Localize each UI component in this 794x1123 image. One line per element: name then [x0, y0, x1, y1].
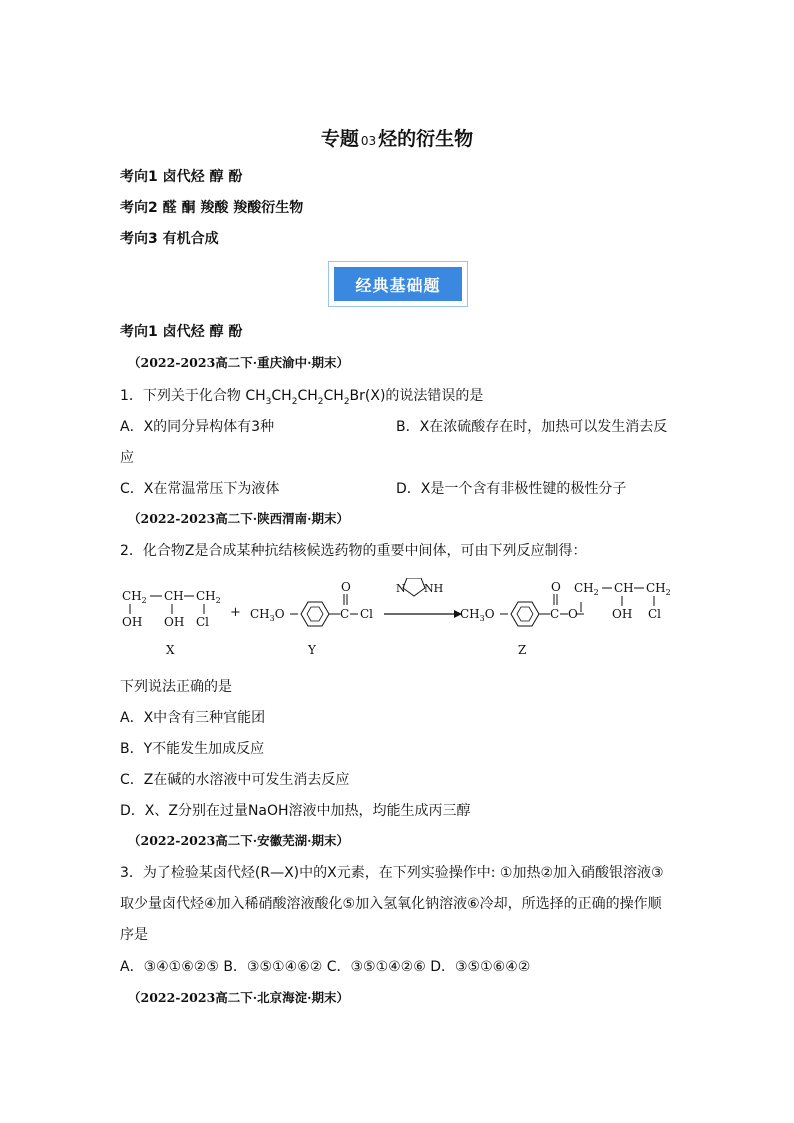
label-x: X [166, 643, 175, 657]
svg-text:OH: OH [122, 615, 143, 629]
q4-source: （2022-2023高二下·北京海淀·期末） [128, 990, 349, 1005]
compound-z-structure [460, 580, 671, 626]
svg-text:C: C [340, 607, 350, 621]
svg-text:O: O [568, 607, 578, 621]
svg-text:O: O [341, 580, 351, 594]
section-heading: 考向1 卤代烃 醇 酚 [120, 324, 243, 340]
svg-text:Cl: Cl [648, 607, 662, 621]
label-z: Z [518, 643, 527, 657]
svg-text:+: + [230, 605, 241, 620]
svg-text:CH2: $CH_2$ [646, 581, 671, 597]
svg-text:CH2: $CH_2$ [196, 589, 221, 605]
label-y: Y [308, 643, 316, 657]
direction-1: 考向1 卤代烃 醇 酚 [120, 169, 243, 185]
q2-prompt: 下列说法正确的是 [120, 679, 232, 695]
direction-2: 考向2 醛 酮 羧酸 羧酸衍生物 [120, 200, 304, 216]
svg-text:C: C [550, 607, 560, 621]
q3-line-1: 3．为了检验某卤代烃(R—X)中的X元素，在下列实验操作中: ①加热②加入硝酸银溶液③ [120, 865, 664, 881]
svg-text:NH: NH [424, 582, 444, 595]
svg-text:OH: OH [164, 615, 185, 629]
svg-text:CH3O: $CH_3O$ [460, 607, 495, 623]
svg-text:N: N [396, 582, 406, 595]
q2-option-d: D．X、Z分别在过量NaOH溶液中加热，均能生成丙三醇 [120, 803, 471, 819]
svg-text:CH3O: $CH_3O$ [250, 607, 285, 623]
q1-stem-post: Br(X)的说法错误的是 [349, 388, 484, 404]
page-title [0, 124, 794, 151]
q1-option-c: C．X在常温常压下为液体 [120, 481, 280, 497]
q1-stem: 1．下列关于化合物 $CH_3CH_2CH_2CH_2Br(X)$的说法错误的是 [120, 388, 484, 407]
q1-option-b-cont: 应 [120, 450, 134, 466]
q3-line-3: 序是 [120, 927, 148, 943]
q1-stem-pre: 1．下列关于化合物 CH [120, 388, 266, 404]
compound-x-structure [122, 589, 221, 629]
q3-line-2: 取少量卤代烃④加入稀硝酸溶液酸化⑤加入氢氧化钠溶液⑥冷却，所选择的正确的操作顺 [120, 896, 662, 912]
compound-y-structure [250, 580, 373, 626]
q1-option-b: B．X在浓硫酸存在时，加热可以发生消去反 [396, 419, 668, 435]
svg-text:OH: OH [612, 607, 633, 621]
reaction-scheme [118, 578, 678, 658]
direction-3: 考向3 有机合成 [120, 231, 219, 247]
title-prefix: 专题 [320, 128, 359, 150]
imidazole-catalyst [396, 578, 443, 596]
banner-label: 经典基础题 [334, 267, 462, 301]
q3-options: A．③④①⑥②⑤ B．③⑤①④⑥② C．③⑤①④②⑥ D．③⑤①⑥④② [120, 959, 531, 975]
q1-option-d: D．X是一个含有非极性键的极性分子 [396, 481, 627, 497]
q3-source: （2022-2023高二下·安徽芜湖·期末） [128, 833, 349, 848]
q1-source: （2022-2023高二下·重庆渝中·期末） [128, 355, 349, 370]
svg-text:Cl: Cl [360, 607, 374, 621]
svg-text:CH: CH [614, 581, 634, 595]
svg-text:CH2: $CH_2$ [574, 581, 599, 597]
title-suffix: 烃的衍生物 [378, 128, 474, 150]
classic-basics-banner [328, 261, 468, 307]
svg-text:CH: CH [164, 589, 184, 603]
q2-option-a: A．X中含有三种官能团 [120, 710, 266, 726]
q2-option-b: B．Y不能发生加成反应 [120, 741, 265, 757]
svg-text:Cl: Cl [196, 615, 210, 629]
svg-text:CH2: $CH_2$ [122, 589, 147, 605]
q2-stem: 2．化合物Z是合成某种抗结核候选药物的重要中间体，可由下列反应制得： [120, 543, 587, 559]
svg-text:O: O [551, 580, 561, 594]
q2-source: （2022-2023高二下·陕西渭南·期末） [128, 511, 349, 526]
q1-option-a: A．X的同分异构体有3种 [120, 419, 275, 435]
q2-option-c: C．Z在碱的水溶液中可发生消去反应 [120, 772, 350, 788]
title-number: 03 [360, 134, 377, 148]
